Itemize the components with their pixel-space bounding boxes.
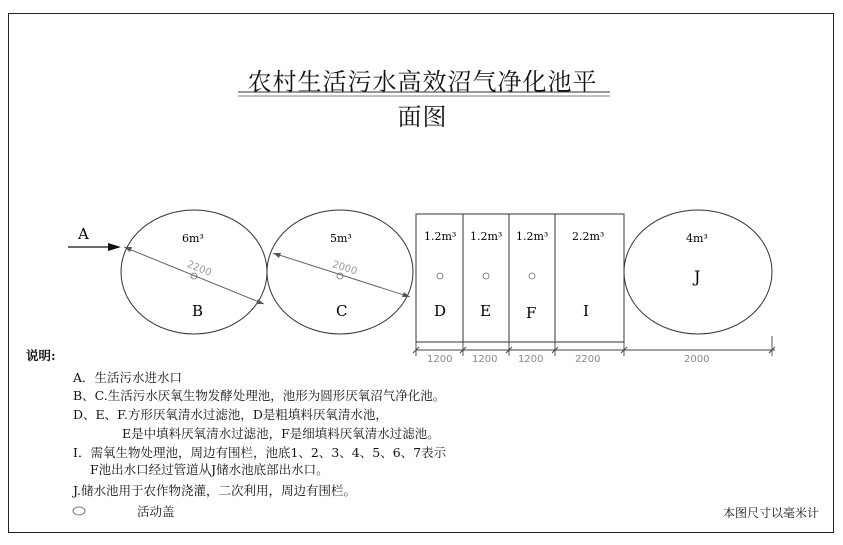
tank-c-manhole-cover bbox=[337, 273, 343, 279]
tank-c-diameter-line bbox=[273, 253, 410, 297]
note-j: J.储水池用于农作物浇灌，二次利用，周边有围栏。 bbox=[73, 483, 357, 498]
tank-e-volume: 1.2m³ bbox=[470, 230, 503, 243]
tank-b-diameter-line bbox=[124, 247, 264, 304]
dimension-line bbox=[413, 336, 775, 365]
note-i-cont: F池出水口经过管道从J储水池底部出水口。 bbox=[90, 462, 329, 477]
tank-j-label: J bbox=[694, 267, 701, 286]
tank-f-manhole-cover bbox=[529, 273, 535, 279]
tank-b bbox=[121, 210, 267, 334]
scale-note: 本图尺寸以毫米计 bbox=[722, 506, 819, 520]
note-a: A．生活污水进水口 bbox=[73, 370, 183, 385]
notes-heading: 说明: bbox=[26, 348, 56, 363]
tank-j bbox=[624, 210, 772, 334]
tank-e-manhole-cover bbox=[483, 273, 489, 279]
note-ef: E是中填料厌氧清水过滤池，F是细填料厌氧清水过滤池。 bbox=[122, 426, 440, 441]
drawing-title: 农村生活污水高效沼气净化池平面图 bbox=[247, 68, 598, 131]
note-bc: B、C.生活污水厌氧生物发酵处理池，池形为圆形厌氧沼气净化池。 bbox=[73, 388, 446, 403]
dim-f: 1200 bbox=[518, 354, 544, 365]
dim-j: 2000 bbox=[684, 354, 710, 365]
tank-c bbox=[267, 210, 413, 334]
tank-b-label: B bbox=[192, 302, 204, 320]
tank-c-arrow-1 bbox=[273, 253, 281, 258]
tank-c-label: C bbox=[336, 302, 348, 320]
tank-i-volume: 2.2m³ bbox=[572, 230, 605, 243]
tank-c-diameter: 2000 bbox=[330, 259, 359, 278]
tank-j-volume: 4m³ bbox=[686, 232, 708, 245]
tank-b-diameter: 2200 bbox=[185, 259, 213, 279]
note-i: I．需氧生物处理池，周边有围栏，池底1、2、3、4、5、6、7表示 bbox=[73, 445, 447, 460]
tank-d-label: D bbox=[434, 302, 447, 320]
tank-c-volume: 5m³ bbox=[330, 232, 352, 245]
dim-i: 2200 bbox=[575, 354, 601, 365]
inlet-label: A bbox=[78, 225, 89, 243]
manhole-cover-legend-icon bbox=[73, 507, 85, 515]
tank-d-manhole-cover bbox=[437, 273, 443, 279]
tank-f-volume: 1.2m³ bbox=[516, 230, 549, 243]
filter-tanks bbox=[416, 214, 624, 342]
tank-d-volume: 1.2m³ bbox=[424, 230, 457, 243]
dim-e: 1200 bbox=[472, 354, 498, 365]
tank-i-label: I bbox=[583, 302, 589, 320]
tank-b-volume: 6m³ bbox=[182, 232, 204, 245]
legend-label: 活动盖 bbox=[137, 504, 175, 519]
dim-d: 1200 bbox=[427, 354, 453, 365]
inlet-arrow-head bbox=[108, 243, 121, 251]
tank-e-label: E bbox=[480, 302, 491, 320]
tank-f-label: F bbox=[526, 304, 537, 322]
note-def: D、E、F.方形厌氧清水过滤池，D是粗填料厌氧清水池， bbox=[73, 407, 388, 422]
